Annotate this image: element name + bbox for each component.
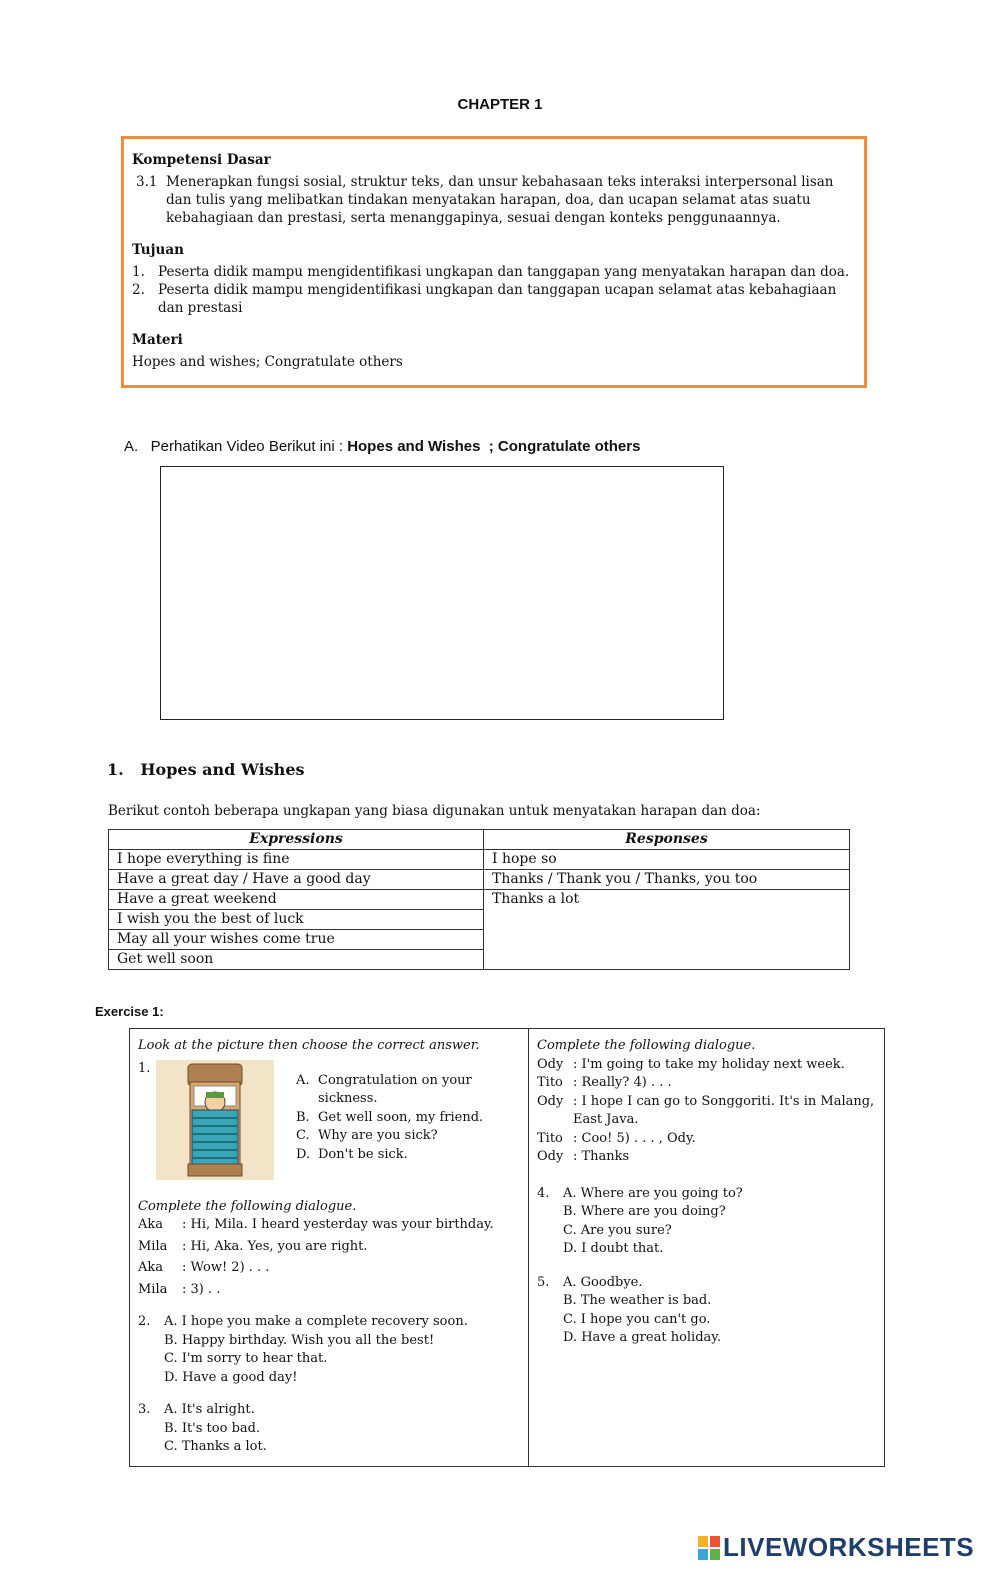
- answer-option[interactable]: C. Why are you sick?: [296, 1128, 438, 1143]
- question-1-options: [296, 1072, 520, 1180]
- kompetensi-item: [132, 173, 856, 227]
- section-a-prefix: A. Perhatikan Video Berikut ini :: [124, 438, 348, 455]
- kompetensi-number: 3.1: [136, 174, 158, 190]
- tujuan-heading: Tujuan: [132, 242, 184, 258]
- question-number: 5.: [537, 1274, 550, 1290]
- question-2: [138, 1313, 520, 1332]
- response-cell: I hope so: [484, 850, 850, 870]
- answer-option[interactable]: B. Get well soon, my friend.: [296, 1109, 484, 1125]
- expression-cell: Have a great day / Have a good day: [109, 870, 484, 890]
- answer-option[interactable]: C. I hope you can't go.: [563, 1311, 711, 1327]
- tujuan-text: Peserta didik mampu mengidentifikasi ungkapan dan tanggapan yang menyatakan harapan dan doa.: [158, 264, 850, 280]
- answer-option[interactable]: A. Where are you going to?: [563, 1185, 743, 1201]
- answer-option[interactable]: B. Happy birthday. Wish you all the best!: [164, 1332, 435, 1348]
- dialogue-line: Tito : Really? 4) . . .: [537, 1075, 672, 1090]
- section-a-heading: [124, 438, 640, 455]
- liveworksheets-logo: [698, 1532, 974, 1563]
- hopes-wishes-intro: Berikut contoh beberapa ungkapan yang biasa digunakan untuk menyatakan harapan dan doa:: [108, 803, 761, 819]
- dialogue-line: Aka : Wow! 2) . . .: [138, 1260, 270, 1275]
- dialogue-instruction: Complete the following dialogue.: [537, 1038, 756, 1053]
- materi-heading: Materi: [132, 332, 183, 348]
- question-5: [537, 1274, 876, 1293]
- answer-option[interactable]: B. It's too bad.: [164, 1420, 261, 1436]
- expressions-table: [108, 829, 850, 970]
- answer-option[interactable]: C. Are you sure?: [563, 1222, 672, 1238]
- answer-option[interactable]: B. Where are you doing?: [563, 1204, 726, 1219]
- answer-option[interactable]: C. Thanks a lot.: [164, 1439, 267, 1454]
- answer-option[interactable]: A. I hope you make a complete recovery soon.: [164, 1314, 468, 1329]
- table-header-row: [109, 830, 850, 850]
- hopes-wishes-heading: 1. Hopes and Wishes: [107, 760, 305, 779]
- dialogue-line: Ody : Thanks: [537, 1149, 630, 1164]
- response-cell: Thanks a lot: [484, 890, 850, 970]
- answer-option[interactable]: D. I doubt that.: [563, 1241, 664, 1256]
- expression-cell: Have a great weekend: [109, 890, 484, 910]
- expression-cell: I hope everything is fine: [109, 850, 484, 870]
- answer-option[interactable]: D. Don't be sick.: [296, 1146, 408, 1162]
- expression-cell: May all your wishes come true: [109, 930, 484, 950]
- question-3: [138, 1401, 520, 1420]
- dialogue-line: Ody : I'm going to take my holiday next week.: [537, 1056, 845, 1072]
- logo-text: LIVEWORKSHEETS: [723, 1532, 975, 1562]
- exercise-box: [129, 1028, 885, 1467]
- answer-option[interactable]: C. I'm sorry to hear that.: [164, 1351, 328, 1366]
- kompetensi-heading: Kompetensi Dasar: [132, 152, 271, 168]
- video-frame[interactable]: [160, 466, 724, 720]
- question-number: 4.: [537, 1185, 550, 1201]
- chapter-title: CHAPTER 1: [457, 96, 543, 113]
- kompetensi-text: Menerapkan fungsi sosial, struktur teks, dan unsur kebahasaan teks interaksi interpersonal lisan dan tulis yang melibatkan tindakan menyatakan harapan, doa, dan ucapan selamat atas suatu kebahagiaan dan prestasi, serta menanggapinya, sesuai dengan konteks penggunaannya.: [166, 174, 834, 226]
- dialogue-line: Ody : I hope I can go to Songgoriti. It's in Malang, East Java.: [537, 1093, 875, 1127]
- table-row: [109, 870, 850, 890]
- expression-cell: I wish you the best of luck: [109, 910, 484, 930]
- answer-option[interactable]: A. Goodbye.: [563, 1274, 643, 1290]
- materi-text: Hopes and wishes; Congratulate others: [132, 354, 403, 370]
- section-a-title: Hopes and Wishes ; Congratulate others: [347, 438, 641, 455]
- answer-option[interactable]: A. Congratulation on your sickness.: [296, 1072, 472, 1106]
- tujuan-number: 2.: [132, 282, 145, 298]
- liveworksheets-logo-icon: [698, 1536, 720, 1560]
- dialogue-line: Mila : 3) . .: [138, 1281, 221, 1297]
- question-number: 3.: [138, 1402, 151, 1417]
- answer-option[interactable]: B. The weather is bad.: [563, 1293, 712, 1308]
- dialogue-instruction: Complete the following dialogue.: [138, 1198, 357, 1214]
- exercise-instruction: Look at the picture then choose the correct answer.: [138, 1038, 480, 1053]
- responses-header: Responses: [484, 830, 850, 850]
- answer-option[interactable]: D. Have a good day!: [164, 1369, 298, 1385]
- kompetensi-box: [121, 136, 867, 388]
- tujuan-item: [132, 281, 856, 317]
- exercise-right-column: [529, 1029, 884, 1466]
- sick-boy-in-bed-image: [156, 1060, 274, 1180]
- tujuan-item: [132, 263, 856, 281]
- table-row: [109, 850, 850, 870]
- exercise-label: Exercise 1:: [95, 1004, 164, 1019]
- dialogue-line: Aka : Hi, Mila. I heard yesterday was your birthday.: [138, 1217, 494, 1232]
- question-number: 2.: [138, 1314, 151, 1329]
- table-row: [109, 890, 850, 910]
- expressions-header: Expressions: [109, 830, 484, 850]
- answer-option[interactable]: D. Have a great holiday.: [563, 1330, 722, 1345]
- tujuan-number: 1.: [132, 264, 145, 280]
- dialogue-line: Mila : Hi, Aka. Yes, you are right.: [138, 1238, 368, 1254]
- exercise-left-column: [130, 1029, 529, 1466]
- dialogue-line: Tito : Coo! 5) . . . , Ody.: [537, 1130, 696, 1146]
- tujuan-text: Peserta didik mampu mengidentifikasi ungkapan dan tanggapan ucapan selamat atas kebahagiaan dan prestasi: [158, 282, 837, 316]
- question-4: [537, 1185, 876, 1204]
- expression-cell: Get well soon: [109, 950, 484, 970]
- question-number: 1.: [138, 1060, 151, 1076]
- answer-option[interactable]: A. It's alright.: [164, 1402, 255, 1417]
- question-1: [138, 1060, 520, 1180]
- response-cell: Thanks / Thank you / Thanks, you too: [484, 870, 850, 890]
